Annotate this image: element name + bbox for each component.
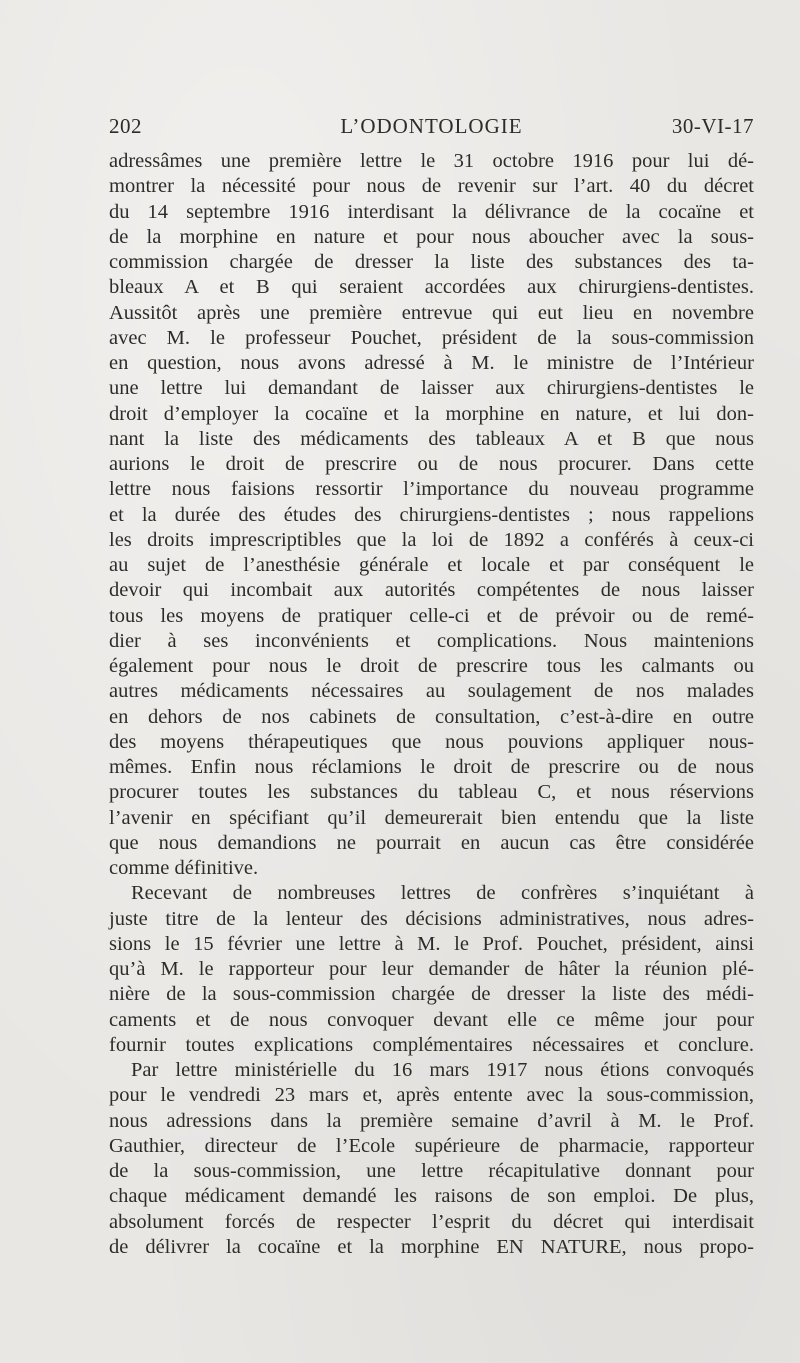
text-line: dier à ses inconvénients et complications. Nous maintenions [109,629,754,652]
text-line: une lettre lui demandant de laisser aux chirurgiens-dentistes le [109,377,754,400]
text-line: de la morphine en nature et pour nous aboucher avec la sous- [109,225,754,248]
text-line: tous les moyens de pratiquer celle-ci et de prévoir ou de remé- [109,604,754,627]
text-line: des moyens thérapeutiques que nous pouvions appliquer nous- [109,730,754,753]
text-line: pour le vendredi 23 mars et, après entente avec la sous-commission, [109,1084,754,1107]
text-line: nant la liste des médicaments des tableaux A et B que nous [109,427,754,450]
text-line: absolument forcés de respecter l’esprit du décret qui interdisait [109,1210,754,1233]
text-line: droit d’employer la cocaïne et la morphine en nature, et lui don- [109,402,754,425]
text-line: mêmes. Enfin nous réclamions le droit de prescrire ou de nous [109,756,754,778]
text-line: également pour nous le droit de prescrire tous les calmants ou [109,655,754,677]
text-line: de délivrer la cocaïne et la morphine EN NATURE, nous propo- [109,1235,754,1258]
text-line: les droits imprescriptibles que la loi de 1892 a conférés à ceux-ci [109,528,754,551]
text-line: autres médicaments nécessaires au soulagement de nos malades [109,680,754,703]
text-line: devoir qui incombait aux autorités compétentes de nous laisser [109,579,754,602]
text-line: fournir toutes explications complémentaires nécessaires et conclure. [109,1033,754,1056]
text-line: sions le 15 février une lettre à M. le Prof. Pouchet, président, ainsi [109,932,754,955]
text-line: et la durée des études des chirurgiens-dentistes ; nous rappelions [109,503,754,526]
text-line: Recevant de nombreuses lettres de confrères s’inquiétant à [131,882,754,905]
issue-date: 30-VI-17 [671,114,754,138]
text-line: avec M. le professeur Pouchet, président de la sous-commission [109,326,754,349]
text-line: Gauthier, directeur de l’Ecole supérieure de pharmacie, rapporteur [109,1134,754,1157]
text-line: au sujet de l’anesthésie générale et locale et par conséquent le [109,554,754,576]
text-line: en dehors de nos cabinets de consultation, c’est-à-dire en outre [109,705,754,728]
text-line: de la sous-commission, une lettre récapitulative donnant pour [109,1160,754,1182]
text-line: l’avenir en spécifiant qu’il demeurerait bien entendu que la liste [109,806,754,829]
text-line: procurer toutes les substances du tableau C, et nous réservions [109,781,754,804]
text-line: nous adressions dans la première semaine d’avril à M. le Prof. [109,1109,754,1132]
text-line: du 14 septembre 1916 interdisant la délivrance de la cocaïne et [109,200,754,223]
running-header [109,114,754,144]
text-line: montrer la nécessité pour nous de revenir sur l’art. 40 du décret [109,175,754,198]
text-line: que nous demandions ne pourrait en aucun cas être considérée [109,831,754,854]
text-line: en question, nous avons adressé à M. le ministre de l’Intérieur [109,352,754,374]
text-line: Aussitôt après une première entrevue qui eut lieu en novembre [109,301,754,324]
text-line: Par lettre ministérielle du 16 mars 1917 nous étions convoqués [131,1059,754,1081]
text-line: aurions le droit de prescrire ou de nous procurer. Dans cette [109,453,754,475]
running-title: L’ODONTOLOGIE [340,114,523,138]
body-text [109,149,754,1260]
text-line: adressâmes une première lettre le 31 octobre 1916 pour lui dé- [109,150,754,172]
text-line: nière de la sous-commission chargée de dresser la liste des médi- [109,983,754,1006]
text-line: comme définitive. [109,857,259,879]
text-line: chaque médicament demandé les raisons de son emploi. De plus, [109,1185,754,1208]
text-line: bleaux A et B qui seraient accordées aux chirurgiens-dentistes. [109,276,754,299]
text-line: commission chargée de dresser la liste des substances des ta- [109,251,754,273]
text-line: lettre nous faisions ressortir l’importance du nouveau programme [109,478,754,501]
text-line: juste titre de la lenteur des décisions administratives, nous adres- [109,907,754,930]
page-number: 202 [109,114,142,138]
text-line: qu’à M. le rapporteur pour leur demander de hâter la réunion plé- [109,958,754,980]
text-line: caments et de nous convoquer devant elle ce même jour pour [109,1008,754,1031]
